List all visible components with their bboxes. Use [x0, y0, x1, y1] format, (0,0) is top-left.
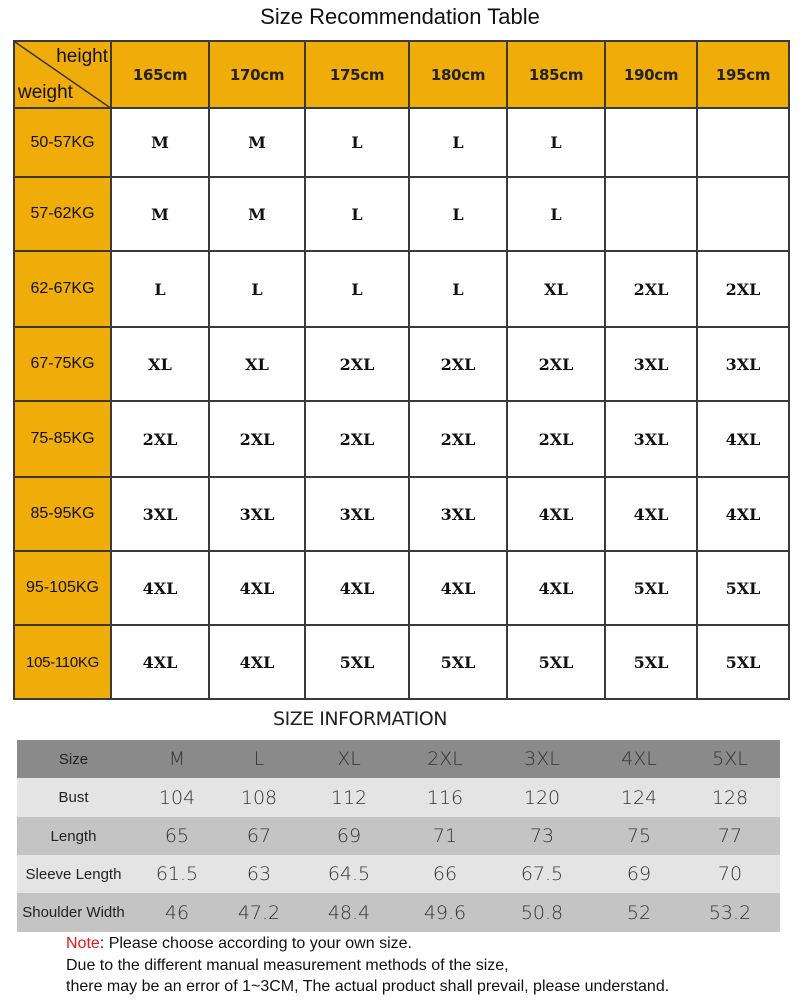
- size-cell: 2XL: [507, 327, 605, 401]
- size-cell: [605, 177, 697, 251]
- measurement-cell: 108: [224, 778, 294, 817]
- size-info-title: SIZE INFORMATION: [273, 708, 447, 730]
- size-cell: 4XL: [507, 551, 605, 625]
- size-cell: [697, 108, 789, 177]
- size-cell: 5XL: [507, 625, 605, 699]
- size-cell: 5XL: [605, 625, 697, 699]
- size-header-row: [17, 740, 780, 778]
- row-label: Shoulder Width: [17, 893, 130, 932]
- measurement-cell: 75: [598, 817, 680, 855]
- measurement-cell: 77: [680, 817, 780, 855]
- size-cell: 4XL: [507, 477, 605, 551]
- table-row: [14, 251, 789, 327]
- size-cell: 4XL: [697, 401, 789, 477]
- height-header: 180cm: [409, 41, 507, 108]
- size-cell: 4XL: [409, 551, 507, 625]
- height-header: 170cm: [209, 41, 305, 108]
- size-cell: 4XL: [605, 477, 697, 551]
- measurement-cell: 67: [224, 817, 294, 855]
- size-header: 2XL: [404, 740, 486, 778]
- size-cell: L: [209, 251, 305, 327]
- size-cell: L: [305, 177, 409, 251]
- size-cell: 4XL: [111, 625, 209, 699]
- size-recommendation-table: [13, 40, 790, 700]
- measurement-cell: 50.8: [486, 893, 598, 932]
- note-prefix: Note: [66, 935, 100, 952]
- size-cell: 2XL: [409, 327, 507, 401]
- height-header: 185cm: [507, 41, 605, 108]
- size-cell: 4XL: [209, 625, 305, 699]
- table-row: [14, 477, 789, 551]
- height-header: 165cm: [111, 41, 209, 108]
- size-cell: L: [305, 251, 409, 327]
- corner-weight-label: weight: [18, 82, 73, 103]
- size-cell: 4XL: [111, 551, 209, 625]
- size-cell: L: [507, 108, 605, 177]
- measurement-cell: 48.4: [294, 893, 404, 932]
- measurement-cell: 71: [404, 817, 486, 855]
- weight-label: 57-62KG: [14, 177, 111, 251]
- table-row: [14, 625, 789, 699]
- corner-cell: [14, 41, 111, 108]
- size-cell: 3XL: [605, 327, 697, 401]
- corner-height-label: height: [56, 46, 108, 67]
- measurement-cell: 66: [404, 855, 486, 893]
- measurement-cell: 120: [486, 778, 598, 817]
- size-cell: L: [507, 177, 605, 251]
- size-cell: 2XL: [697, 251, 789, 327]
- table-row: [17, 855, 780, 893]
- size-header: L: [224, 740, 294, 778]
- measurement-cell: 63: [224, 855, 294, 893]
- weight-label: 85-95KG: [14, 477, 111, 551]
- table-row: [17, 817, 780, 855]
- size-cell: 2XL: [305, 327, 409, 401]
- size-cell: 5XL: [605, 551, 697, 625]
- size-cell: XL: [209, 327, 305, 401]
- weight-label: 50-57KG: [14, 108, 111, 177]
- size-cell: [697, 177, 789, 251]
- height-header: 190cm: [605, 41, 697, 108]
- size-cell: L: [111, 251, 209, 327]
- height-header: 195cm: [697, 41, 789, 108]
- size-information-table: [17, 740, 780, 932]
- row-label: Length: [17, 817, 130, 855]
- table-row: [14, 327, 789, 401]
- measurement-cell: 128: [680, 778, 780, 817]
- weight-label: 62-67KG: [14, 251, 111, 327]
- size-cell: 3XL: [697, 327, 789, 401]
- size-cell: 5XL: [697, 625, 789, 699]
- table-row: [17, 778, 780, 817]
- size-header: 4XL: [598, 740, 680, 778]
- size-cell: 2XL: [305, 401, 409, 477]
- size-header: 3XL: [486, 740, 598, 778]
- measurement-cell: 61.5: [130, 855, 224, 893]
- size-cell: 4XL: [697, 477, 789, 551]
- size-note: [66, 933, 669, 998]
- size-cell: M: [209, 177, 305, 251]
- table-row: [14, 401, 789, 477]
- size-cell: 5XL: [697, 551, 789, 625]
- size-cell: 2XL: [507, 401, 605, 477]
- measurement-cell: 69: [598, 855, 680, 893]
- size-cell: L: [305, 108, 409, 177]
- size-cell: [605, 108, 697, 177]
- measurement-cell: 46: [130, 893, 224, 932]
- table-row: [14, 551, 789, 625]
- size-cell: M: [111, 108, 209, 177]
- size-cell: 3XL: [605, 401, 697, 477]
- weight-label: 67-75KG: [14, 327, 111, 401]
- measurement-cell: 53.2: [680, 893, 780, 932]
- row-label: Size: [17, 740, 130, 778]
- size-cell: 2XL: [605, 251, 697, 327]
- note-line-2: Due to the different manual measurement methods of the size,: [66, 956, 509, 974]
- measurement-cell: 70: [680, 855, 780, 893]
- measurement-cell: 65: [130, 817, 224, 855]
- size-cell: M: [209, 108, 305, 177]
- note-text: : Please choose according to your own size.: [99, 935, 412, 952]
- measurement-cell: 69: [294, 817, 404, 855]
- size-cell: 3XL: [209, 477, 305, 551]
- measurement-cell: 73: [486, 817, 598, 855]
- size-header: M: [130, 740, 224, 778]
- size-cell: L: [409, 251, 507, 327]
- measurement-cell: 67.5: [486, 855, 598, 893]
- height-header-row: [14, 41, 789, 108]
- measurement-cell: 112: [294, 778, 404, 817]
- weight-label: 95-105KG: [14, 551, 111, 625]
- size-cell: 5XL: [409, 625, 507, 699]
- measurement-cell: 49.6: [404, 893, 486, 932]
- note-line-1: [66, 933, 669, 955]
- size-cell: 4XL: [209, 551, 305, 625]
- size-cell: 3XL: [305, 477, 409, 551]
- table-row: [17, 893, 780, 932]
- measurement-cell: 47.2: [224, 893, 294, 932]
- size-cell: L: [409, 177, 507, 251]
- size-cell: 2XL: [409, 401, 507, 477]
- size-cell: 4XL: [305, 551, 409, 625]
- size-cell: 3XL: [111, 477, 209, 551]
- size-cell: 3XL: [409, 477, 507, 551]
- size-cell: XL: [111, 327, 209, 401]
- measurement-cell: 52: [598, 893, 680, 932]
- note-line-3: there may be an error of 1~3CM, The actual product shall prevail, please understand.: [66, 978, 670, 995]
- size-cell: 2XL: [111, 401, 209, 477]
- measurement-cell: 116: [404, 778, 486, 817]
- measurement-cell: 104: [130, 778, 224, 817]
- measurement-cell: 124: [598, 778, 680, 817]
- size-header: 5XL: [680, 740, 780, 778]
- size-cell: 2XL: [209, 401, 305, 477]
- size-header: XL: [294, 740, 404, 778]
- page-title: Size Recommendation Table: [260, 4, 540, 29]
- weight-label: 105-110KG: [14, 625, 111, 699]
- table-row: [14, 177, 789, 251]
- row-label: Bust: [17, 778, 130, 817]
- row-label: Sleeve Length: [17, 855, 130, 893]
- weight-label: 75-85KG: [14, 401, 111, 477]
- size-cell: L: [409, 108, 507, 177]
- size-cell: XL: [507, 251, 605, 327]
- size-cell: 5XL: [305, 625, 409, 699]
- measurement-cell: 64.5: [294, 855, 404, 893]
- height-header: 175cm: [305, 41, 409, 108]
- size-cell: M: [111, 177, 209, 251]
- table-row: [14, 108, 789, 177]
